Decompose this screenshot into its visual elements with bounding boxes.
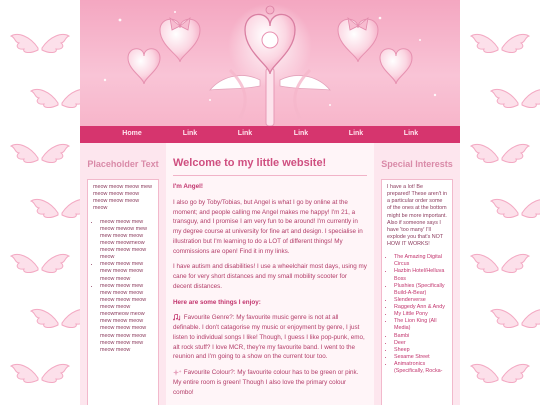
page-title: Welcome to my little website! — [173, 157, 327, 169]
right-sidebar-box — [381, 179, 453, 405]
top-navigation — [80, 126, 460, 143]
nav-link-3[interactable]: Link — [293, 130, 309, 137]
nav-home-link[interactable]: Home — [122, 130, 142, 137]
list-item: • meow meow mew mew meow meow meow meow — [100, 261, 153, 282]
wing-icon — [490, 85, 540, 115]
colour-text: Favourite Colour?: My favourite colour has to be green or pink. My entire room is green! Though I also love the primary colour combo! — [173, 369, 359, 396]
wing-icon — [470, 140, 530, 170]
list-item: • meow meow mew meow mewow mew mew meow meow meow meowmeow meow meow meow meow — [100, 219, 153, 262]
wing-icon — [10, 30, 70, 60]
interest-item[interactable]: • Sheep — [394, 347, 447, 354]
nav-link-4[interactable]: Link — [348, 130, 364, 137]
wing-icon — [470, 250, 530, 280]
left-sidebar-title: Placeholder Text — [87, 159, 159, 169]
left-sidebar — [80, 143, 166, 405]
header-banner — [80, 0, 460, 126]
interest-item[interactable]: • Bambi — [394, 333, 447, 340]
nav-link-2[interactable]: Link — [237, 130, 253, 137]
interest-item[interactable]: • Raggedy Ann & Andy — [394, 304, 447, 311]
site-container — [80, 0, 460, 405]
wing-icon — [10, 360, 70, 390]
wing-icon — [10, 250, 70, 280]
interest-item[interactable]: • Deer — [394, 340, 447, 347]
genre-paragraph — [173, 313, 367, 362]
right-sidebar-title: Special Interests — [381, 159, 453, 169]
enjoy-heading: Here are some things I enjoy: — [173, 298, 261, 306]
interest-item[interactable]: • Animatronics (Specifically, Rocka- — [394, 361, 447, 375]
right-sidebar-intro: I have a lot! Be prepared! These aren't in a particular order some of the ones at the bottom might be more important. Also if someone says I have 'too many' I'll explode you that's NOT HOW IT WORKS! — [387, 184, 447, 247]
disability-paragraph: I have autism and disabilities! I use a wheelchair most days, using my cane for very short distances and my small mobility scooter for decent distances. — [173, 263, 367, 290]
interest-item[interactable]: • The Lion King (All Media) — [394, 318, 447, 332]
interest-item[interactable]: • Hazbin Hotel/Helluva Boss — [394, 268, 447, 282]
wing-icon — [10, 140, 70, 170]
sparkles-icon — [173, 369, 182, 376]
right-sidebar — [374, 143, 460, 405]
interest-item[interactable]: • Plushies (Specifically Build-A-Bear) — [394, 283, 447, 297]
interest-item[interactable]: • The Amazing Digital Circus — [394, 254, 447, 268]
nav-link-1[interactable]: Link — [182, 130, 198, 137]
wing-icon — [470, 30, 530, 60]
wing-icon — [470, 360, 530, 390]
left-sidebar-list — [93, 219, 153, 354]
magical-wand-hearts-illustration — [80, 0, 460, 126]
greeting: I'm Angel! — [173, 183, 203, 190]
interest-item[interactable]: • Slenderverse — [394, 297, 447, 304]
left-sidebar-intro: meow meow meow mew meow meow meow meow meow meow meow — [93, 184, 153, 212]
interest-item[interactable]: • My Little Pony — [394, 311, 447, 318]
genre-text: Favourite Genre?: My favourite music genre is not at all definable. I don't catagorise my music or enjoyment by genre, I just listen to individual songs I like! Though, I guess I like pop-punk, emo, alt rock stuff? I love MCR, they're my favourite band. I went to the reunion and I'm going to a show on the current tour too. — [173, 314, 365, 361]
nav-link-5[interactable]: Link — [403, 130, 419, 137]
interest-item[interactable]: • Sesame Street — [394, 354, 447, 361]
music-notes-icon — [173, 314, 182, 321]
main-body — [166, 176, 374, 397]
interests-list — [387, 254, 447, 375]
list-item: • meow meow mew mew meow meow meow meow meow meow meow meowmeow meow mew meow meow meow meow meow meow meow meow meow meow mew meow meow — [100, 283, 153, 354]
main-content — [166, 143, 374, 405]
colour-paragraph — [173, 368, 367, 397]
wing-icon — [490, 195, 540, 225]
left-sidebar-box — [87, 179, 159, 405]
intro-paragraph: I also go by Toby/Tobias, but Angel is what I go by online at the moment; and people calling me Angel makes me happy! I'm 21, a transguy, and I promise I am very fun to be around! I'm currently in my degree course at university for fine art and design. I specialise in illustration but I'm learning to do a LOT of different things! My commissions are open! Find it in my links. — [173, 198, 363, 255]
wing-icon — [490, 305, 540, 335]
